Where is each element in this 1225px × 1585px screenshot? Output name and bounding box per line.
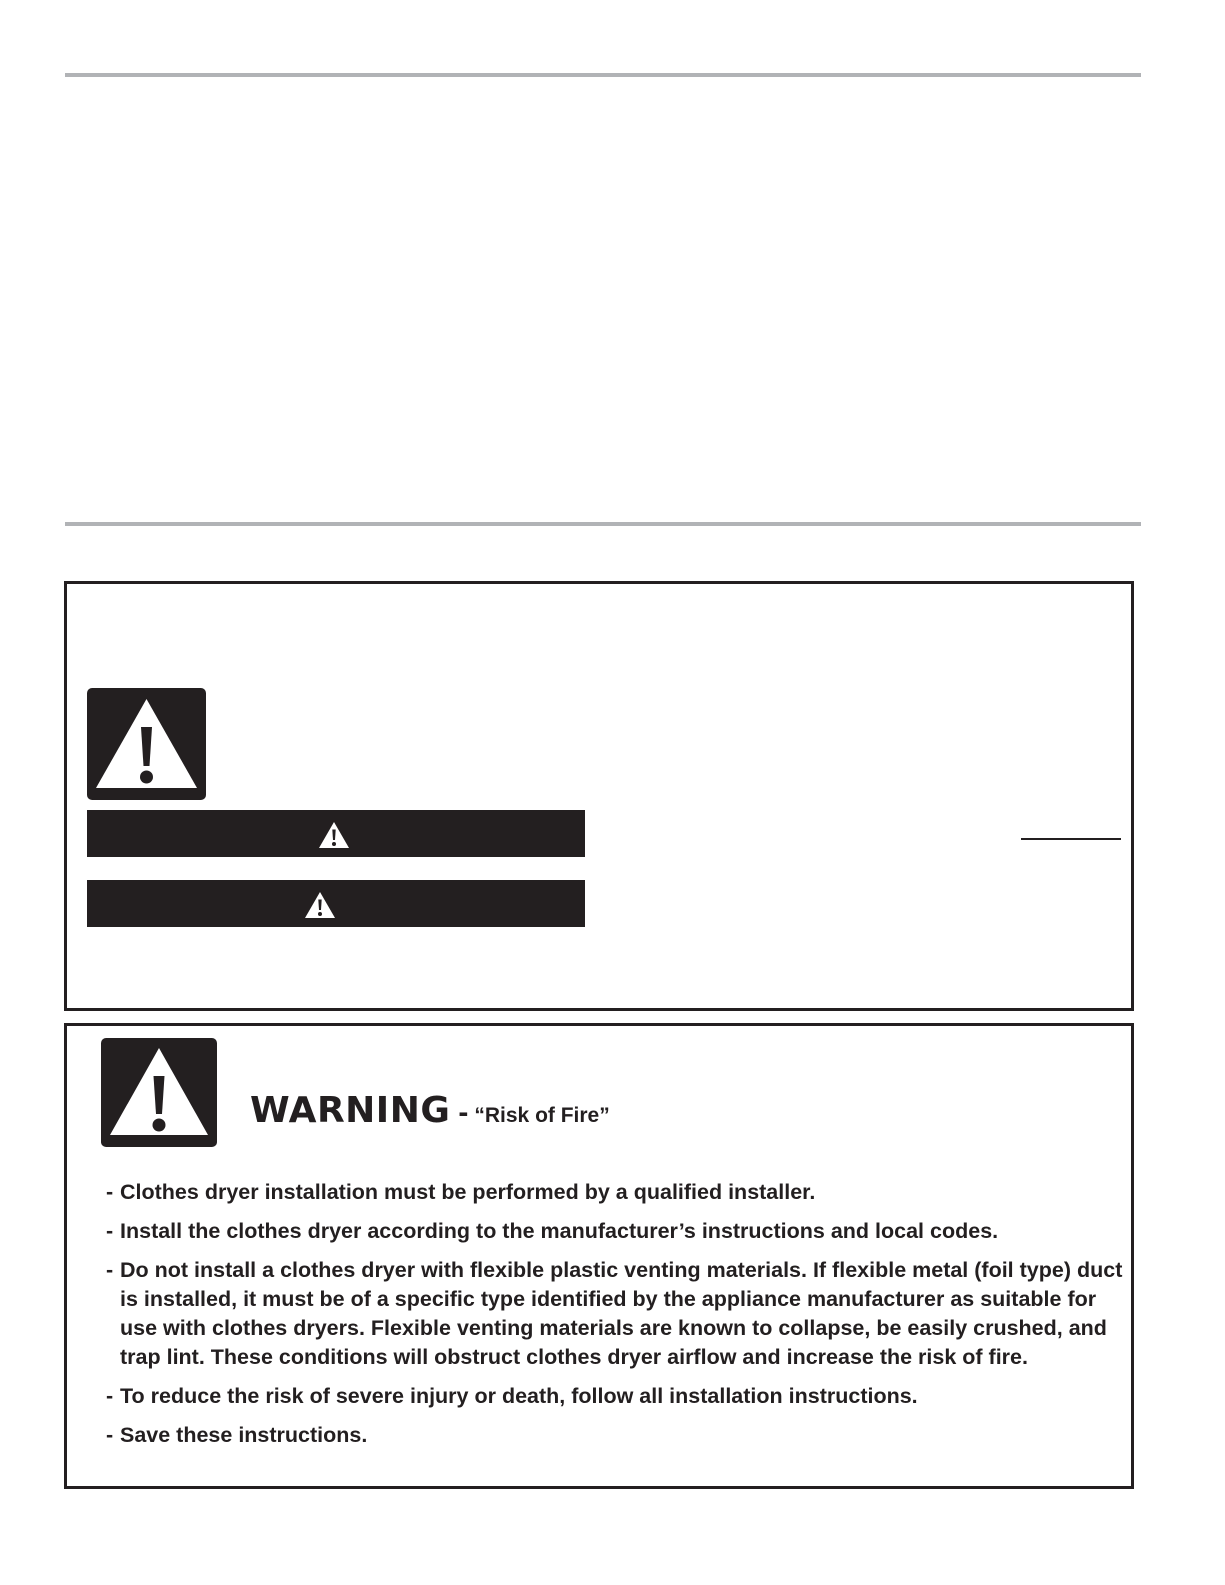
top-rule — [65, 73, 1141, 77]
warning-signal-bar — [87, 880, 585, 927]
list-item: - Do not install a clothes dryer with flexible plastic venting materials. If flexible metal (foil type) duct is installed, it must be of a specific type identified by the appliance manufacturer as suitable for use with clothes dryers. Flexible venting materials are known to collapse, be easily crushed, and trap lint. These conditions will obstruct clothes dryer airflow and increase the risk of fire. — [106, 1256, 1126, 1372]
warning-separator: - — [458, 1096, 469, 1129]
fire-warning-heading — [250, 1090, 610, 1131]
warning-triangle-icon — [303, 890, 337, 920]
warning-triangle-icon — [317, 820, 351, 850]
list-item: - To reduce the risk of severe injury or death, follow all installation instructions. — [106, 1382, 1126, 1411]
list-item: - Install the clothes dryer according to the manufacturer’s instructions and local codes. — [106, 1217, 1126, 1246]
underline-mark — [1021, 838, 1121, 840]
list-item: - Clothes dryer installation must be performed by a qualified installer. — [106, 1178, 1126, 1207]
warning-triangle-icon — [87, 688, 206, 800]
danger-signal-bar — [87, 810, 585, 857]
safety-message-box — [64, 581, 1134, 1011]
fire-warning-list — [106, 1178, 1126, 1460]
list-item: - Save these instructions. — [106, 1421, 1126, 1450]
warning-triangle-icon — [101, 1038, 217, 1147]
warning-title: WARNING — [250, 1090, 451, 1131]
warning-subtitle: “Risk of Fire” — [474, 1104, 610, 1127]
middle-rule — [65, 522, 1141, 526]
